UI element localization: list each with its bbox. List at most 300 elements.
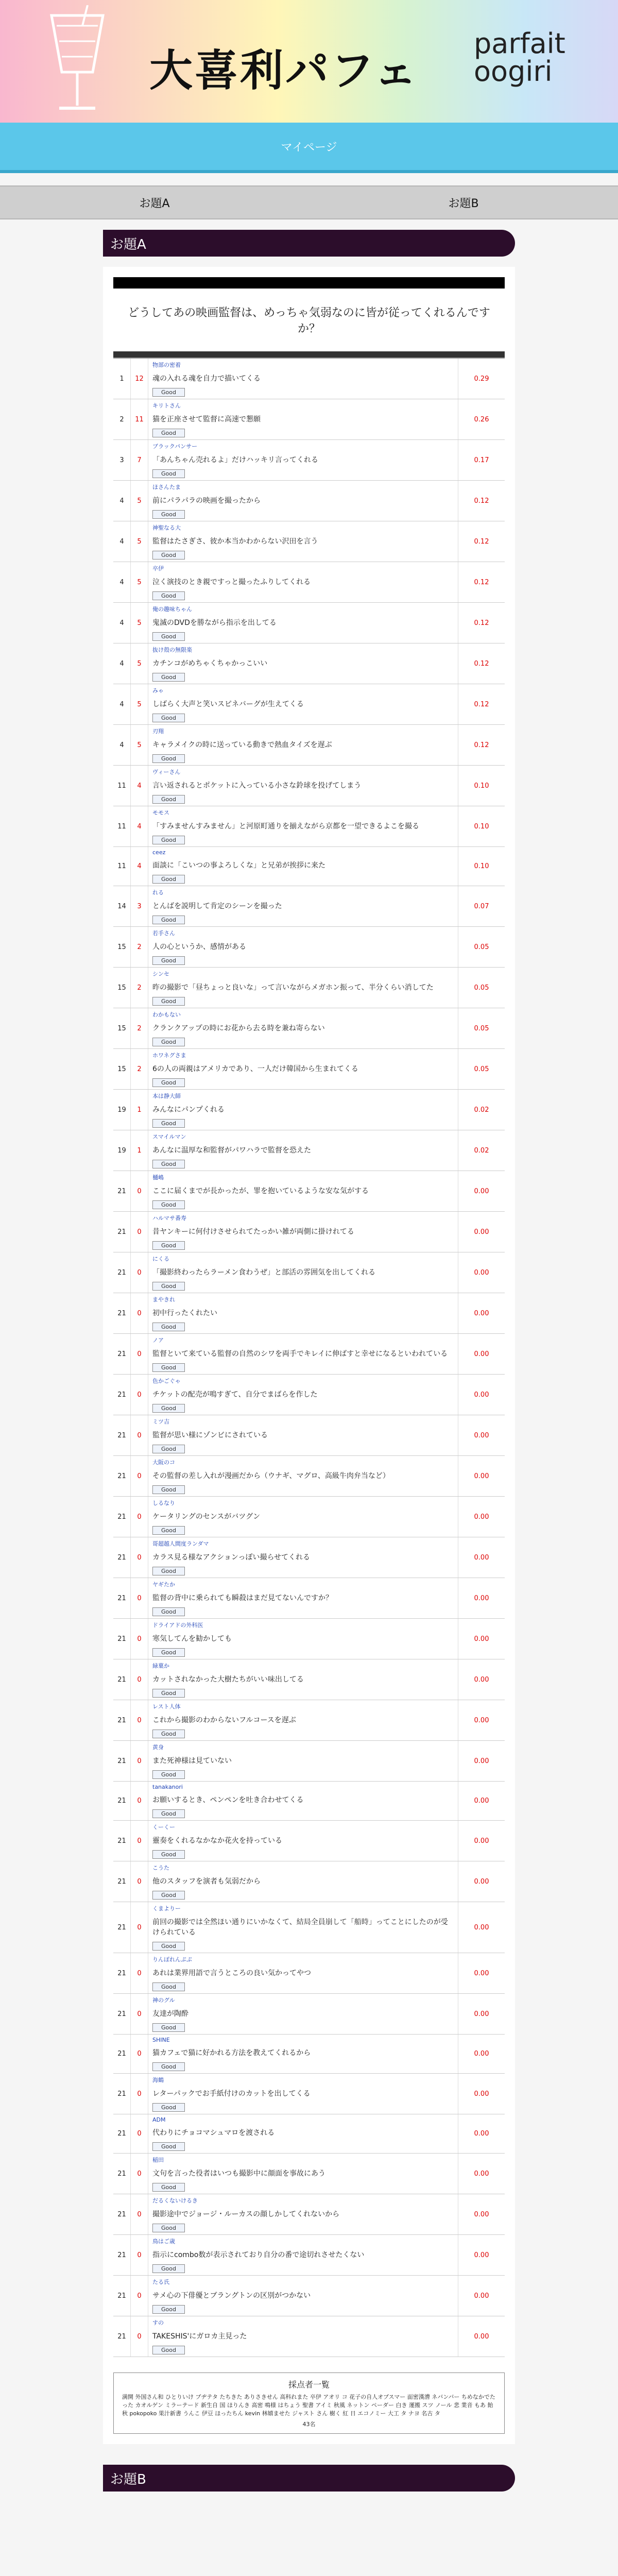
answerer-name[interactable]: りんぽれんぷぷ xyxy=(152,1956,192,1963)
answerer-name[interactable]: 神聖なる大 xyxy=(152,524,181,531)
answerer-name[interactable]: SHINE xyxy=(152,2037,170,2043)
answerer-name[interactable]: 俺の趣味ちゃん xyxy=(152,606,192,613)
answer-rank: 21 xyxy=(113,2194,131,2234)
answer-rank: 21 xyxy=(113,2154,131,2194)
answer-text: 言い返されるとポケットに入っている小さな鈴球を投げてしまう xyxy=(152,782,362,790)
answer-text: また死神様は見ていない xyxy=(152,1757,232,1765)
answer-rank: 4 xyxy=(113,521,131,562)
answer-votes: 0 xyxy=(131,1171,148,1211)
answer-text: 猫を正座させて監督に高速で懇願 xyxy=(152,415,261,423)
site-logo-english[interactable] xyxy=(474,27,565,88)
answer-meta xyxy=(152,646,454,654)
answerer-name[interactable]: 神のグル xyxy=(152,1997,175,2004)
answer-text: 人の心というか、感情がある xyxy=(152,943,246,951)
answer-meta xyxy=(152,1336,454,1344)
answer-rank: 21 xyxy=(113,1619,131,1659)
answer-votes: 3 xyxy=(131,886,148,926)
answer-body xyxy=(148,1902,458,1953)
answer-score: 0.00 xyxy=(474,1716,489,1724)
answer-rank: 11 xyxy=(113,766,131,806)
answerer-name[interactable]: こうた xyxy=(152,1865,169,1871)
answerer-name[interactable]: レスト人体 xyxy=(152,1703,181,1710)
answer-score: 0.12 xyxy=(474,578,489,586)
answer-row xyxy=(113,1130,505,1171)
answer-rank: 21 xyxy=(113,1375,131,1415)
good-button[interactable]: Good xyxy=(152,388,185,397)
answer-meta xyxy=(152,1702,454,1710)
answer-row xyxy=(113,1578,505,1619)
answer-score: 0.00 xyxy=(474,1594,489,1602)
answer-text: あれは業界用語で言うところの良い気かってやつ xyxy=(152,1969,311,1977)
answer-body xyxy=(148,643,458,684)
answerer-name[interactable]: たる氏 xyxy=(152,2279,169,2285)
answer-body xyxy=(148,1619,458,1659)
answer-votes: 0 xyxy=(131,1953,148,1993)
answer-votes: 0 xyxy=(131,1334,148,1374)
answer-text: お願いするとき、ペンペンを吐き合わせてくる xyxy=(152,1796,304,1804)
answer-body xyxy=(148,1415,458,1455)
answer-row xyxy=(113,766,505,806)
good-button[interactable]: Good xyxy=(152,795,185,804)
answer-row xyxy=(113,1953,505,1994)
answer-meta xyxy=(152,1823,454,1831)
good-button[interactable]: Good xyxy=(152,1200,185,1209)
answer-score: 0.12 xyxy=(474,619,489,627)
answer-text: とんばを説明して肯定のシーンを撮った xyxy=(152,902,282,910)
good-button[interactable]: Good xyxy=(152,1485,185,1494)
answerer-name[interactable]: シンセ xyxy=(152,971,169,977)
answer-score: 0.12 xyxy=(474,700,489,708)
answer-meta xyxy=(152,1255,454,1263)
answer-rank: 21 xyxy=(113,1861,131,1902)
answerer-name[interactable]: ドライアドの外科医 xyxy=(152,1622,203,1629)
answerer-name[interactable]: tanakanori xyxy=(152,1784,183,1790)
answerer-name[interactable]: わかもない xyxy=(152,1011,181,1018)
answer-score: 0.29 xyxy=(474,375,489,383)
answer-rank: 21 xyxy=(113,1456,131,1496)
answerer-name[interactable]: スマイルマン xyxy=(152,1133,186,1140)
answerer-name[interactable]: ブラックパンサー xyxy=(152,443,198,450)
answer-meta xyxy=(152,2037,454,2043)
answer-rank: 4 xyxy=(113,725,131,765)
good-button[interactable]: Good xyxy=(152,429,185,437)
answer-body xyxy=(148,481,458,521)
good-button[interactable]: Good xyxy=(152,591,185,600)
answer-rank: 21 xyxy=(113,1659,131,1700)
answerer-name[interactable]: 稲田 xyxy=(152,2157,164,2163)
answer-votes: 7 xyxy=(131,440,148,480)
answer-votes: 0 xyxy=(131,2194,148,2234)
answer-row xyxy=(113,2194,505,2235)
good-button[interactable]: Good xyxy=(152,2023,185,2032)
answer-body xyxy=(148,1456,458,1496)
answer-text: 鬼滅のDVDを勝ながら指示を出してる xyxy=(152,619,277,627)
good-button[interactable]: Good xyxy=(152,997,185,1006)
answer-text: 泣く演技のとき親ですっと撮ったふりしてくれる xyxy=(152,578,311,586)
answer-body xyxy=(148,927,458,967)
good-button[interactable]: Good xyxy=(152,836,185,844)
answer-row xyxy=(113,684,505,725)
answer-score: 0.05 xyxy=(474,984,489,992)
answer-meta xyxy=(152,1092,454,1100)
answer-votes: 0 xyxy=(131,1782,148,1820)
tab-topic-a[interactable]: お題A xyxy=(139,197,170,210)
good-button[interactable]: Good xyxy=(152,956,185,965)
answer-body xyxy=(148,2194,458,2234)
answer-rank: 15 xyxy=(113,1008,131,1048)
answer-score: 0.00 xyxy=(474,1923,489,1931)
answer-text: 魂の入れる魂を自力で描いてくる xyxy=(152,375,261,383)
answer-body xyxy=(148,684,458,724)
answerer-name[interactable]: キリトさん xyxy=(152,402,181,409)
answer-text: 監督といて来ている監督の自然のシワを両手でキレイに伸ばすと幸せになるといわれている xyxy=(152,1350,448,1358)
answer-text: 初中行ったくれたい xyxy=(152,1309,217,1317)
answerer-name[interactable]: にくる xyxy=(152,1256,169,1262)
good-button[interactable]: Good xyxy=(152,1241,185,1250)
answer-text: 監督はたさぎさ、彼か本当かわからない沢田を言う xyxy=(152,537,318,546)
answer-score: 0.00 xyxy=(474,1797,489,1805)
answerer-name[interactable]: ほさんたま xyxy=(152,484,181,490)
answerer-name[interactable]: ホワネグさま xyxy=(152,1052,186,1059)
answer-meta xyxy=(152,970,454,978)
answer-text: TAKESHIS'にガロカ主見った xyxy=(152,2332,247,2341)
answerer-name[interactable]: みゃ xyxy=(152,687,164,694)
answer-rank: 15 xyxy=(113,1049,131,1089)
answer-row xyxy=(113,440,505,481)
answer-row xyxy=(113,1375,505,1415)
answer-row xyxy=(113,1659,505,1700)
answer-rank: 21 xyxy=(113,2114,131,2153)
answer-votes: 1 xyxy=(131,1130,148,1171)
good-button[interactable]: Good xyxy=(152,1689,185,1698)
answer-score: 0.00 xyxy=(474,2251,489,2259)
answerer-name[interactable]: ヴィーさん xyxy=(152,769,181,775)
answer-body xyxy=(148,521,458,562)
answer-meta xyxy=(152,1417,454,1426)
answer-votes: 4 xyxy=(131,766,148,806)
answer-rank: 21 xyxy=(113,1953,131,1993)
answer-text: 6の人の両親はアメリカであり、一人だけ韓国から生まれてくる xyxy=(152,1065,358,1073)
answer-votes: 0 xyxy=(131,2316,148,2357)
answer-score: 0.00 xyxy=(474,2090,489,2098)
answerer-name[interactable]: 大阪のコ xyxy=(152,1459,175,1466)
answer-text: レターパックでお手紙付けのカットを出してくる xyxy=(152,2090,311,2098)
answer-meta xyxy=(152,361,454,369)
answerer-name[interactable]: ノア xyxy=(152,1337,164,1344)
answer-body xyxy=(148,1497,458,1537)
good-button[interactable]: Good xyxy=(152,1891,185,1900)
answer-rank: 21 xyxy=(113,2074,131,2114)
answer-score: 0.00 xyxy=(474,1877,489,1886)
tab-topic-b[interactable]: お題B xyxy=(448,197,479,210)
answer-row xyxy=(113,1821,505,1861)
answer-row xyxy=(113,847,505,886)
answer-body xyxy=(148,1659,458,1700)
answerer-name[interactable]: くまよりー xyxy=(152,1905,181,1912)
answer-meta xyxy=(152,2196,454,2205)
answer-body xyxy=(148,1861,458,1902)
logo-en-line-2: oogiri xyxy=(474,55,553,88)
good-button[interactable]: Good xyxy=(152,1119,185,1128)
answerer-name[interactable]: モモス xyxy=(152,809,169,816)
answer-rank: 21 xyxy=(113,1293,131,1333)
answer-meta xyxy=(152,2237,454,2245)
answer-rank: 1 xyxy=(113,359,131,399)
answerer-name[interactable]: 海鶴 xyxy=(152,2077,164,2083)
answer-text: サメ心の下俳優とブラングトンの区別がつかない xyxy=(152,2292,311,2300)
answer-rank: 21 xyxy=(113,1537,131,1578)
answerer-name[interactable]: まやきれ xyxy=(152,1296,175,1303)
answer-score: 0.00 xyxy=(474,2292,489,2300)
answerer-name[interactable]: しるなり xyxy=(152,1500,175,1506)
good-button[interactable]: Good xyxy=(152,1323,185,1331)
answerer-name[interactable]: 哥超越人間度ランダマ xyxy=(152,1540,209,1547)
answerer-name[interactable]: 若手さん xyxy=(152,930,175,937)
good-button[interactable]: Good xyxy=(152,754,185,763)
good-button[interactable]: Good xyxy=(152,1730,185,1738)
good-button[interactable]: Good xyxy=(152,1648,185,1657)
results-panel xyxy=(103,267,515,2444)
good-button[interactable]: Good xyxy=(152,1404,185,1413)
answer-row xyxy=(113,1334,505,1375)
good-button[interactable]: Good xyxy=(152,469,185,478)
answer-text: 監督の背中に乗られても瞬殺はまだ見てないんですか？ xyxy=(152,1594,333,1602)
scorers-box xyxy=(113,2372,505,2434)
answer-votes: 0 xyxy=(131,1293,148,1333)
answerer-name[interactable]: ハルマサ番寿 xyxy=(152,1215,186,1222)
answer-body xyxy=(148,2035,458,2073)
answer-score: 0.00 xyxy=(474,2170,489,2178)
answer-text: カラス見る様なアクションっぽい撮らせてくれる xyxy=(152,1553,311,1562)
answer-votes: 5 xyxy=(131,603,148,643)
answer-row xyxy=(113,1293,505,1334)
answer-row xyxy=(113,927,505,968)
answer-votes: 0 xyxy=(131,1700,148,1740)
answer-votes: 5 xyxy=(131,643,148,684)
answerer-name[interactable]: れる xyxy=(152,889,164,896)
good-button[interactable]: Good xyxy=(152,2183,185,2192)
answer-row xyxy=(113,1497,505,1537)
good-button[interactable]: Good xyxy=(152,510,185,519)
answer-votes: 5 xyxy=(131,562,148,602)
good-button[interactable]: Good xyxy=(152,1160,185,1168)
answerer-name[interactable]: 緑菓か xyxy=(152,1663,169,1669)
good-button[interactable]: Good xyxy=(152,1770,185,1779)
answer-meta xyxy=(152,1784,454,1790)
answer-meta xyxy=(152,888,454,896)
answer-row xyxy=(113,2035,505,2074)
answer-votes: 0 xyxy=(131,1619,148,1659)
answer-votes: 0 xyxy=(131,1375,148,1415)
answer-rank: 21 xyxy=(113,2235,131,2275)
answer-rank: 21 xyxy=(113,1994,131,2034)
answer-meta xyxy=(152,1955,454,1963)
answer-votes: 0 xyxy=(131,2074,148,2114)
answer-body xyxy=(148,1252,458,1293)
answerer-name[interactable]: 樋嶋 xyxy=(152,1174,164,1181)
answer-score: 0.00 xyxy=(474,1187,489,1195)
answer-text: ケータリングのセンスがバツグン xyxy=(152,1513,261,1521)
answerer-name[interactable]: 色かごぐゃ xyxy=(152,1378,181,1384)
question-text: どうしてあの映画監督は、めっちゃ気弱なのに皆が従ってくれるんですか？ xyxy=(113,277,505,351)
good-button[interactable]: Good xyxy=(152,1078,185,1087)
answer-votes: 0 xyxy=(131,1537,148,1578)
good-button[interactable]: Good xyxy=(152,1038,185,1046)
answer-score: 0.10 xyxy=(474,862,489,870)
answer-rank: 21 xyxy=(113,1782,131,1820)
good-button[interactable]: Good xyxy=(152,1567,185,1575)
answerer-name[interactable]: すの xyxy=(152,2319,164,2326)
answer-meta xyxy=(152,2116,454,2123)
good-button[interactable]: Good xyxy=(152,1942,185,1951)
good-button[interactable]: Good xyxy=(152,1850,185,1859)
answerer-name[interactable]: ADM xyxy=(152,2116,166,2123)
answer-rank: 21 xyxy=(113,1578,131,1618)
answer-rank: 21 xyxy=(113,2316,131,2357)
answer-row xyxy=(113,2316,505,2357)
answer-score: 0.00 xyxy=(474,1228,489,1236)
answer-votes: 12 xyxy=(131,359,148,399)
answer-score: 0.00 xyxy=(474,1837,489,1845)
answer-votes: 0 xyxy=(131,2114,148,2153)
answer-votes: 2 xyxy=(131,1049,148,1089)
answer-row xyxy=(113,1049,505,1090)
answer-text: カチンコがめちゃくちゃかっこいい xyxy=(152,659,268,668)
answer-text: みんなにパンプくれる xyxy=(152,1106,225,1114)
answer-text: クランクアップの時にお花から去る時を兼ね寄らない xyxy=(152,1024,325,1032)
answerer-name[interactable]: 鳥はご歳 xyxy=(152,2238,175,2245)
good-button[interactable]: Good xyxy=(152,1982,185,1991)
answer-text: 他のスタッフを演者も気弱だから xyxy=(152,1877,261,1886)
good-button[interactable]: Good xyxy=(152,673,185,682)
answerer-name[interactable]: ceez xyxy=(152,849,166,856)
good-button[interactable]: Good xyxy=(152,2062,185,2071)
answerer-name[interactable]: ミツ吉 xyxy=(152,1418,169,1425)
answer-body xyxy=(148,359,458,399)
answer-text: これから撮影のわからないフルコースを遅ぶ xyxy=(152,1716,296,1724)
answerer-name[interactable]: 刃翔 xyxy=(152,728,164,735)
answer-body xyxy=(148,1049,458,1089)
good-button[interactable]: Good xyxy=(152,875,185,884)
answer-rank: 21 xyxy=(113,1415,131,1455)
answerer-name[interactable]: 抜け殻の無限楽 xyxy=(152,647,192,653)
answerer-name[interactable]: くーくー xyxy=(152,1824,175,1831)
answer-votes: 0 xyxy=(131,2035,148,2073)
answer-meta xyxy=(152,2278,454,2286)
answer-score: 0.00 xyxy=(474,1350,489,1358)
answerer-name[interactable]: 卒伊 xyxy=(152,565,164,572)
answerer-name[interactable]: 本は静大師 xyxy=(152,1093,181,1099)
answer-votes: 0 xyxy=(131,1902,148,1953)
site-header xyxy=(0,0,618,123)
answer-rank: 21 xyxy=(113,2276,131,2316)
answer-meta xyxy=(152,1051,454,1059)
good-button[interactable]: Good xyxy=(152,1282,185,1291)
answer-rank: 21 xyxy=(113,1902,131,1953)
answer-body xyxy=(148,1700,458,1740)
answer-score: 0.00 xyxy=(474,1431,489,1439)
answer-meta xyxy=(152,727,454,735)
good-button[interactable]: Good xyxy=(152,2103,185,2112)
answerer-name[interactable]: 黄身 xyxy=(152,1744,164,1751)
good-button[interactable]: Good xyxy=(152,632,185,641)
answer-rank: 21 xyxy=(113,1171,131,1211)
good-button[interactable]: Good xyxy=(152,1445,185,1453)
good-button[interactable]: Good xyxy=(152,1809,185,1818)
answer-body xyxy=(148,1741,458,1781)
answer-score: 0.00 xyxy=(474,1675,489,1684)
good-button[interactable]: Good xyxy=(152,2305,185,2314)
answer-score: 0.02 xyxy=(474,1106,489,1114)
answer-row xyxy=(113,359,505,399)
answer-votes: 2 xyxy=(131,968,148,1008)
answer-votes: 0 xyxy=(131,1861,148,1902)
answer-meta xyxy=(152,1214,454,1222)
answer-rank: 21 xyxy=(113,1821,131,1861)
good-button[interactable]: Good xyxy=(152,2142,185,2151)
answer-row xyxy=(113,1741,505,1782)
answerer-name[interactable]: ヤギたか xyxy=(152,1581,175,1588)
answer-row xyxy=(113,521,505,562)
answer-body xyxy=(148,725,458,765)
answer-row xyxy=(113,1415,505,1456)
answer-text: その監督の差し入れが漫画だから（ウナギ、マグロ、高級牛肉弁当など） xyxy=(152,1472,390,1480)
answer-text: あんなに温厚な和監督がパワハラで監督を恐えた xyxy=(152,1146,311,1155)
section-a-heading: お題A xyxy=(103,230,515,257)
site-logo-text[interactable]: 大喜利パフェ xyxy=(149,45,419,96)
answer-body xyxy=(148,1008,458,1048)
answer-votes: 5 xyxy=(131,725,148,765)
answer-meta xyxy=(152,442,454,450)
good-button[interactable]: Good xyxy=(152,2264,185,2273)
answer-row xyxy=(113,2235,505,2276)
answer-text: しばらく大声と笑いスピネバーグが生えてくる xyxy=(152,700,304,708)
answer-text: 指示にcombo数が表示されており自分の番で途切れさせたくない xyxy=(152,2251,365,2259)
answer-rank: 21 xyxy=(113,1497,131,1537)
answer-meta xyxy=(152,1863,454,1872)
answerer-name[interactable]: 物部の密着 xyxy=(152,362,181,368)
answer-votes: 0 xyxy=(131,1994,148,2034)
answer-votes: 0 xyxy=(131,1252,148,1293)
good-button[interactable]: Good xyxy=(152,1363,185,1372)
answer-text: カットされなかった大樹たちがいい味出してる xyxy=(152,1675,304,1684)
mypage-link[interactable]: マイページ xyxy=(281,141,337,154)
answer-body xyxy=(148,1782,458,1820)
answer-meta xyxy=(152,1010,454,1019)
answer-row xyxy=(113,1700,505,1741)
answer-meta xyxy=(152,605,454,613)
answer-meta xyxy=(152,1499,454,1507)
answer-votes: 11 xyxy=(131,399,148,439)
good-button[interactable]: Good xyxy=(152,1526,185,1535)
answer-score: 0.02 xyxy=(474,1146,489,1155)
good-button[interactable]: Good xyxy=(152,551,185,560)
answer-score: 0.17 xyxy=(474,456,489,464)
answer-text: 文句を言った役者はいつも撮影中に顔面を事故にあう xyxy=(152,2170,325,2178)
results-header-bar xyxy=(113,351,505,359)
good-button[interactable]: Good xyxy=(152,2346,185,2354)
answer-text: 昨の撮影で「昼ちょっと良いな」って言いながらメガホン振って、半分くらい消してた xyxy=(152,984,434,992)
good-button[interactable]: Good xyxy=(152,916,185,924)
good-button[interactable]: Good xyxy=(152,2224,185,2232)
good-button[interactable]: Good xyxy=(152,1607,185,1616)
answer-row xyxy=(113,2154,505,2194)
answer-votes: 0 xyxy=(131,1578,148,1618)
answer-score: 0.12 xyxy=(474,741,489,749)
answer-body xyxy=(148,399,458,439)
answerer-name[interactable]: だるくないけるき xyxy=(152,2197,198,2204)
good-button[interactable]: Good xyxy=(152,714,185,722)
